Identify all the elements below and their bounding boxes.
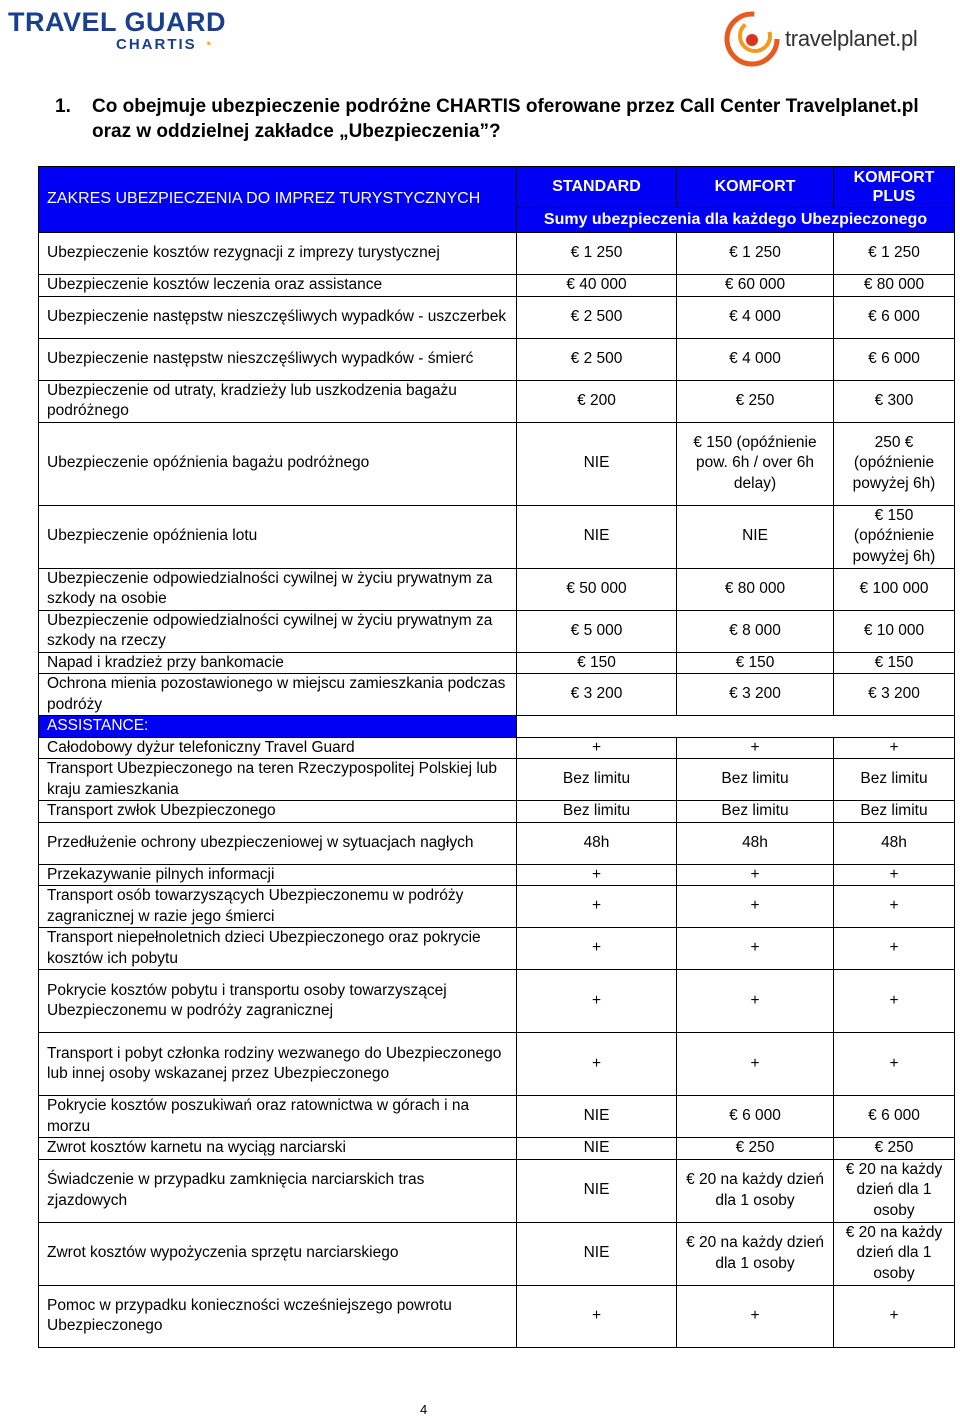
assistance-rows: [39, 737, 955, 1347]
row-label: Ubezpieczenie następstw nieszczęśliwych wypadków - śmierć: [39, 338, 517, 380]
row-value: € 10 000: [834, 610, 955, 652]
row-value: +: [517, 928, 677, 970]
travelplanet-wordmark: travelplanet.pl: [785, 26, 918, 51]
table-row: [39, 233, 955, 275]
chartis-wordmark: CHARTIS: [116, 36, 197, 53]
page-number: 4: [420, 1402, 428, 1417]
row-value: € 150: [834, 652, 955, 674]
table-row: [39, 652, 955, 674]
travelplanet-logo: [722, 6, 952, 70]
table-row: [39, 886, 955, 928]
row-label: Ubezpieczenie odpowiedzialności cywilnej w życiu prywatnym za szkody na rzeczy: [39, 610, 517, 652]
row-value: € 1 250: [677, 233, 834, 275]
row-value: +: [677, 970, 834, 1033]
row-value: Bez limitu: [677, 801, 834, 823]
row-value: +: [834, 737, 955, 759]
row-value: € 150: [677, 652, 834, 674]
header-komfort: KOMFORT: [677, 167, 834, 208]
row-label: Ubezpieczenie następstw nieszczęśliwych wypadków - uszczerbek: [39, 296, 517, 338]
travelplanet-swirl-icon: [722, 6, 784, 68]
row-value: Bez limitu: [834, 759, 955, 801]
row-value: € 6 000: [677, 1096, 834, 1138]
row-value: 48h: [677, 822, 834, 864]
row-label: Zwrot kosztów karnetu na wyciąg narciarski: [39, 1138, 517, 1160]
row-value: +: [834, 864, 955, 886]
row-value: € 3 200: [677, 674, 834, 716]
row-value: +: [677, 1285, 834, 1347]
row-value: € 5 000: [517, 610, 677, 652]
row-value: € 2 500: [517, 338, 677, 380]
row-value: +: [834, 970, 955, 1033]
row-value: € 20 na każdy dzień dla 1 osoby: [834, 1159, 955, 1222]
row-value: +: [517, 1285, 677, 1347]
row-value: € 60 000: [677, 275, 834, 297]
row-label: Transport osób towarzyszących Ubezpieczonemu w podróży zagranicznej w razie jego śmierci: [39, 886, 517, 928]
row-value: NIE: [517, 505, 677, 568]
row-value: € 20 na każdy dzień dla 1 osoby: [677, 1159, 834, 1222]
row-label: Ubezpieczenie opóźnienia bagażu podróżnego: [39, 422, 517, 505]
header-standard: STANDARD: [517, 167, 677, 208]
row-label: Świadczenie w przypadku zamknięcia narciarskich tras zjazdowych: [39, 1159, 517, 1222]
row-value: +: [517, 737, 677, 759]
table-row: [39, 928, 955, 970]
row-label: Transport niepełnoletnich dzieci Ubezpieczonego oraz pokrycie kosztów ich pobytu: [39, 928, 517, 970]
row-label: Ubezpieczenie kosztów leczenia oraz assistance: [39, 275, 517, 297]
assistance-label: ASSISTANCE:: [39, 716, 517, 738]
row-label: Ubezpieczenie od utraty, kradzieży lub uszkodzenia bagażu podróżnego: [39, 380, 517, 422]
coverage-rows: [39, 233, 955, 716]
travel-guard-wordmark: TRAVEL GUARD: [8, 7, 227, 37]
row-value: NIE: [517, 1159, 677, 1222]
row-value: € 6 000: [834, 296, 955, 338]
assistance-header: [39, 716, 955, 738]
table-row: [39, 801, 955, 823]
row-value: € 3 200: [834, 674, 955, 716]
row-value: € 80 000: [834, 275, 955, 297]
row-value: € 20 na każdy dzień dla 1 osoby: [677, 1222, 834, 1285]
table-row: [39, 822, 955, 864]
row-label: Ubezpieczenie odpowiedzialności cywilnej w życiu prywatnym za szkody na osobie: [39, 568, 517, 610]
row-value: € 6 000: [834, 338, 955, 380]
row-value: Bez limitu: [677, 759, 834, 801]
row-value: € 8 000: [677, 610, 834, 652]
row-value: € 200: [517, 380, 677, 422]
row-value: € 80 000: [677, 568, 834, 610]
row-value: +: [834, 928, 955, 970]
row-value: NIE: [517, 422, 677, 505]
heading-number: 1.: [55, 96, 71, 117]
row-value: € 3 200: [517, 674, 677, 716]
row-label: Napad i kradzież przy bankomacie: [39, 652, 517, 674]
row-value: 250 € (opóźnienie powyżej 6h): [834, 422, 955, 505]
row-value: € 4 000: [677, 338, 834, 380]
row-value: € 20 na każdy dzień dla 1 osoby: [834, 1222, 955, 1285]
row-value: 48h: [517, 822, 677, 864]
row-value: +: [834, 1033, 955, 1096]
row-value: € 250: [677, 1138, 834, 1160]
row-label: Zwrot kosztów wypożyczenia sprzętu narciarskiego: [39, 1222, 517, 1285]
table-row: [39, 610, 955, 652]
table-row: [39, 674, 955, 716]
table-row: [39, 422, 955, 505]
row-value: € 6 000: [834, 1096, 955, 1138]
table-row: [39, 864, 955, 886]
chartis-arc-icon: ◔: [202, 36, 214, 53]
row-label: Pomoc w przypadku konieczności wcześniejszego powrotu Ubezpieczonego: [39, 1285, 517, 1347]
table-row: [39, 505, 955, 568]
table-row: [39, 275, 955, 297]
row-value: +: [517, 864, 677, 886]
row-value: € 4 000: [677, 296, 834, 338]
row-label: Ubezpieczenie opóźnienia lotu: [39, 505, 517, 568]
row-value: € 150 (opóźnienie powyżej 6h): [834, 505, 955, 568]
heading-text: Co obejmuje ubezpieczenie podróżne CHARTIS oferowane przez Call Center Travelplanet.pl oraz w oddzielnej zakładce „Ubezpieczenia”?: [92, 96, 919, 142]
row-value: +: [517, 886, 677, 928]
row-value: € 1 250: [834, 233, 955, 275]
header-komfort-plus: KOMFORT PLUS: [834, 167, 955, 208]
row-value: +: [677, 1033, 834, 1096]
coverage-table: [38, 166, 955, 1348]
row-value: € 40 000: [517, 275, 677, 297]
table-row: [39, 338, 955, 380]
row-label: Pokrycie kosztów pobytu i transportu osoby towarzyszącej Ubezpieczonemu w podróży zagranicznej: [39, 970, 517, 1033]
header-scope: ZAKRES UBEZPIECZENIA DO IMPREZ TURYSTYCZNYCH: [39, 167, 517, 233]
table-row: [39, 1222, 955, 1285]
row-value: +: [677, 886, 834, 928]
row-value: +: [517, 1033, 677, 1096]
table-row: [39, 380, 955, 422]
table-row: [39, 970, 955, 1033]
row-label: Ochrona mienia pozostawionego w miejscu zamieszkania podczas podróży: [39, 674, 517, 716]
row-label: Całodobowy dyżur telefoniczny Travel Guard: [39, 737, 517, 759]
row-value: Bez limitu: [834, 801, 955, 823]
table-row: [39, 1159, 955, 1222]
table-row: [39, 296, 955, 338]
row-label: Pokrycie kosztów poszukiwań oraz ratownictwa w górach i na morzu: [39, 1096, 517, 1138]
row-value: Bez limitu: [517, 759, 677, 801]
row-value: € 250: [834, 1138, 955, 1160]
row-value: NIE: [677, 505, 834, 568]
row-value: 48h: [834, 822, 955, 864]
row-value: +: [677, 737, 834, 759]
row-value: +: [517, 970, 677, 1033]
row-value: +: [677, 864, 834, 886]
row-label: Przedłużenie ochrony ubezpieczeniowej w sytuacjach nagłych: [39, 822, 517, 864]
row-label: Przekazywanie pilnych informacji: [39, 864, 517, 886]
section-heading: [55, 94, 935, 144]
row-label: Transport i pobyt członka rodziny wezwanego do Ubezpieczonego lub innej osoby wskazanej przez Ubezpieczonego: [39, 1033, 517, 1096]
table-row: [39, 568, 955, 610]
row-label: Transport zwłok Ubezpieczonego: [39, 801, 517, 823]
row-value: Bez limitu: [517, 801, 677, 823]
row-value: € 2 500: [517, 296, 677, 338]
row-value: +: [834, 886, 955, 928]
table-row: [39, 1033, 955, 1096]
row-value: NIE: [517, 1138, 677, 1160]
row-value: € 1 250: [517, 233, 677, 275]
row-label: Ubezpieczenie kosztów rezygnacji z imprezy turystycznej: [39, 233, 517, 275]
row-value: NIE: [517, 1096, 677, 1138]
header-sums: Sumy ubezpieczenia dla każdego Ubezpieczonego: [517, 208, 955, 233]
row-value: € 150: [517, 652, 677, 674]
row-value: € 150 (opóźnienie pow. 6h / over 6h delay): [677, 422, 834, 505]
row-value: +: [677, 928, 834, 970]
row-label: Transport Ubezpieczonego na teren Rzeczypospolitej Polskiej lub kraju zamieszkania: [39, 759, 517, 801]
table-row: [39, 737, 955, 759]
row-value: € 300: [834, 380, 955, 422]
table-row: [39, 759, 955, 801]
row-value: +: [834, 1285, 955, 1347]
row-value: € 50 000: [517, 568, 677, 610]
row-value: € 100 000: [834, 568, 955, 610]
table-row: [39, 1285, 955, 1347]
table-row: [39, 1138, 955, 1160]
row-value: NIE: [517, 1222, 677, 1285]
row-value: € 250: [677, 380, 834, 422]
travel-guard-logo: [8, 8, 226, 54]
table-row: [39, 1096, 955, 1138]
